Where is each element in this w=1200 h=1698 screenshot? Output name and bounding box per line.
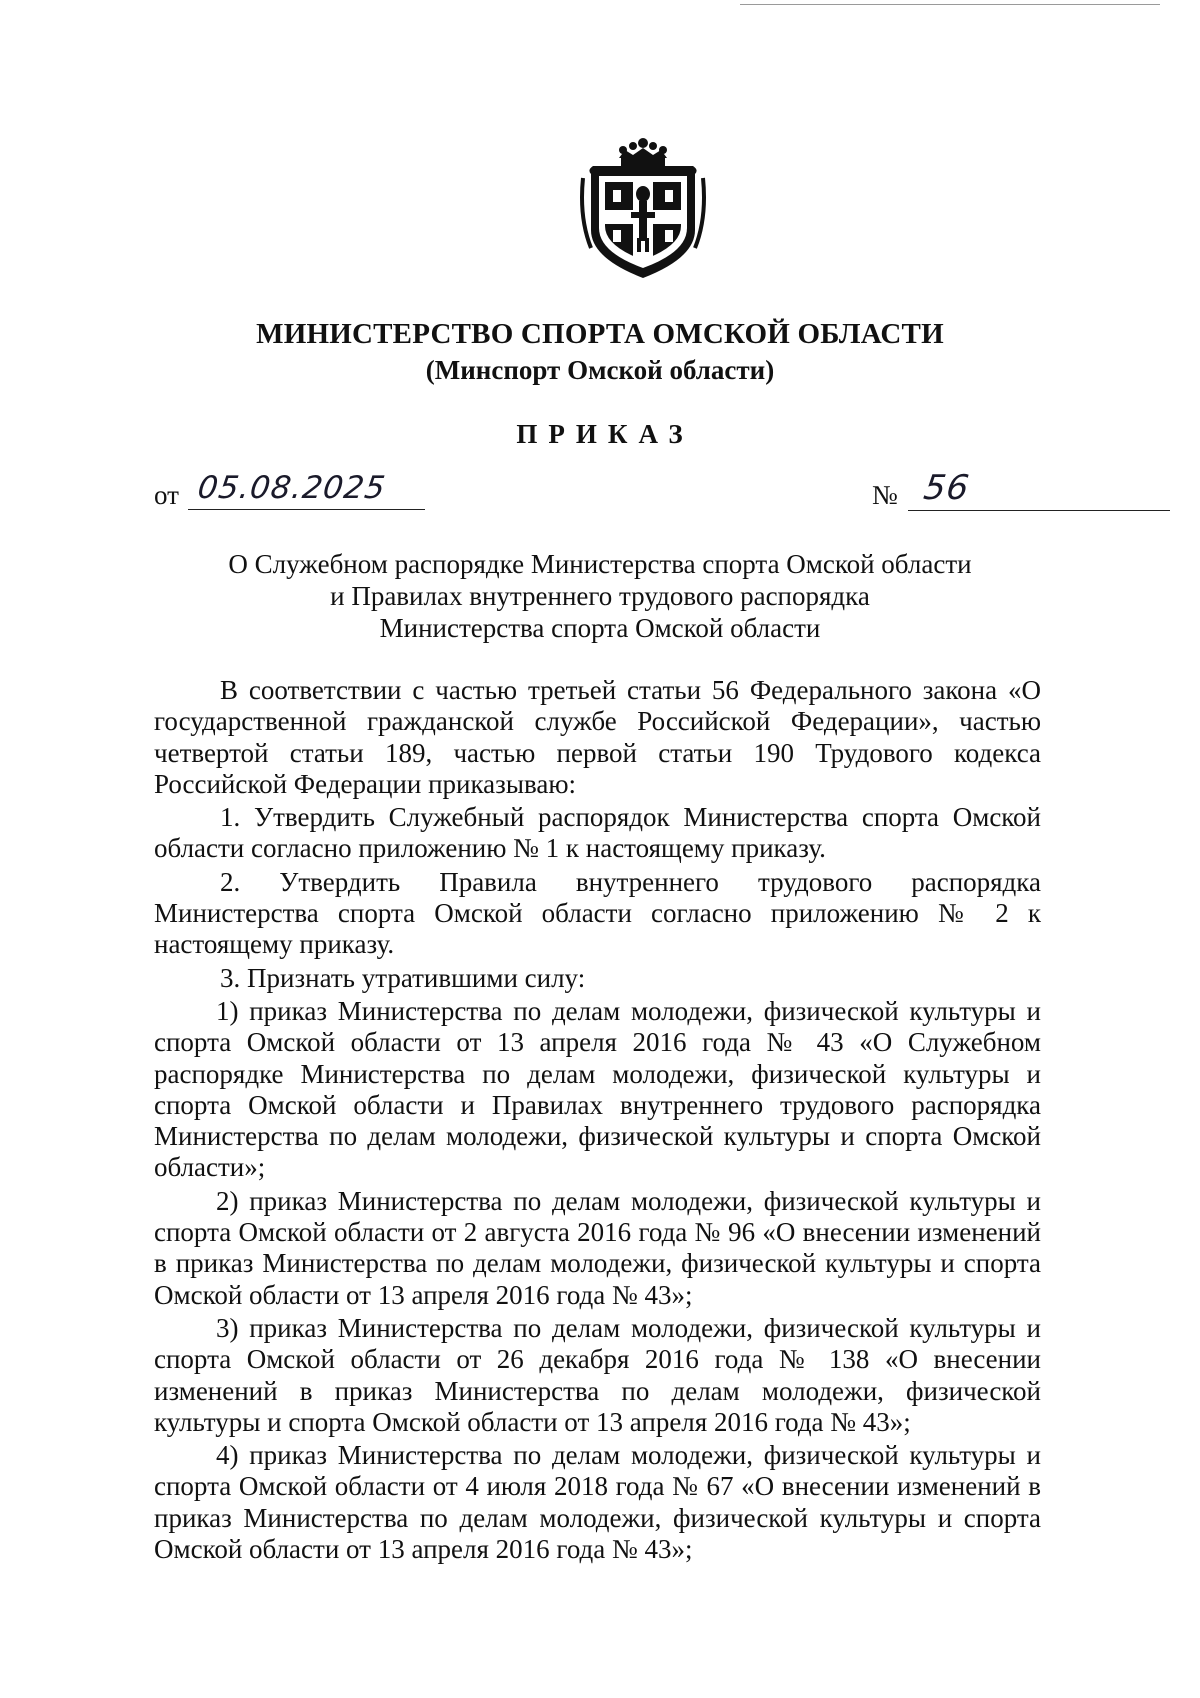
subject-line: О Служебном распорядке Министерства спорта Омской области: [228, 549, 972, 579]
date-value: 05.08.2025: [195, 470, 389, 506]
number-label: №: [872, 480, 898, 510]
clause-3-item-3: 3) приказ Министерства по делам молодежи, физической культуры и спорта Омской области от 26 декабря 2016 года № 138 «О внесении изменений в приказ Министерства по делам молодежи, физической культуры и спорта Омской области от 13 апреля 2016 года № 43»;: [154, 1312, 1041, 1437]
clause-2: 2. Утвердить Правила внутреннего трудового распорядка Министерства спорта Омской области согласно приложению № 2 к настоящему приказу.: [154, 866, 1041, 960]
number-value: 56: [921, 468, 973, 508]
number-underline: [908, 510, 1170, 511]
clause-3: 3. Признать утратившими силу:: [220, 962, 586, 993]
document-type: ПРИКАЗ: [516, 419, 694, 449]
clause-3-item-2: 2) приказ Министерства по делам молодежи, физической культуры и спорта Омской области от 2 августа 2016 года № 96 «О внесении изменений в приказ Министерства по делам молодежи, физической культуры и спорта Омской области от 13 апреля 2016 года № 43»;: [154, 1185, 1041, 1310]
ministry-name: МИНИСТЕРСТВО СПОРТА ОМСКОЙ ОБЛАСТИ: [256, 318, 944, 350]
clause-3-item-4: 4) приказ Министерства по делам молодежи, физической культуры и спорта Омской области от 4 июля 2018 года № 67 «О внесении изменений в приказ Министерства по делам молодежи, физической культуры и спорта Омской области от 13 апреля 2016 года № 43»;: [154, 1440, 1041, 1565]
date-underline: [188, 509, 425, 510]
scan-artifact-line: [740, 4, 1160, 5]
ministry-short-name: (Минспорт Омской области): [425, 355, 775, 385]
clause-1: 1. Утвердить Служебный распорядок Министерства спорта Омской области согласно приложению № 1 к настоящему приказу.: [154, 802, 1041, 864]
clause-3-item-1: 1) приказ Министерства по делам молодежи, физической культуры и спорта Омской области от 13 апреля 2016 года № 43 «О Служебном распорядке Министерства по делам молодежи, физической культуры и спорта Омской области и Правилах внутреннего трудового распорядка Министерства по делам молодежи, физической культуры и спорта Омской области»;: [154, 995, 1041, 1183]
document-body: [154, 675, 1041, 1567]
document-subject: [200, 548, 1000, 644]
preamble-paragraph: В соответствии с частью третьей статьи 56 Федерального закона «О государственной гражданской службе Российской Федерации», частью четвертой статьи 189, частью первой статьи 190 Трудового кодекса Российской Федерации приказываю:: [154, 675, 1041, 799]
date-label: от: [154, 480, 179, 510]
subject-line: и Правилах внутреннего трудового распорядка: [330, 581, 870, 611]
subject-line: Министерства спорта Омской области: [379, 613, 821, 643]
coat-of-arms-icon: [577, 138, 709, 283]
